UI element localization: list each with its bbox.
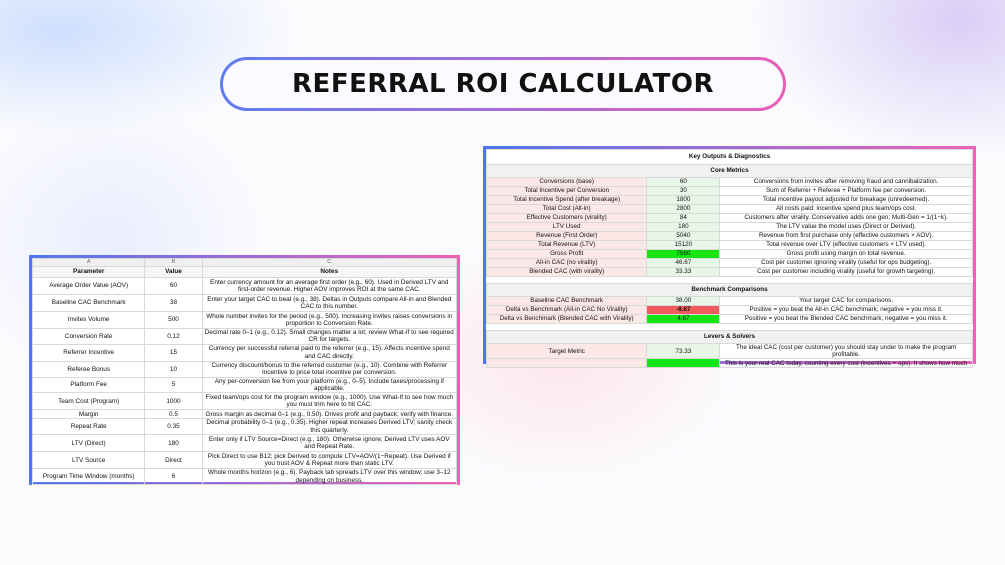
table-row xyxy=(33,377,457,393)
inputs-spreadsheet xyxy=(29,255,460,485)
table-row xyxy=(487,297,973,306)
metric-label-cell[interactable]: Delta vs Benchmark (Blended CAC with Virality) xyxy=(487,315,647,324)
metric-description-cell[interactable]: Positive = you beat the Blended CAC benchmark; negative = you miss it. xyxy=(720,315,973,324)
notes-cell[interactable]: Any per-conversion fee from your platform (e.g., 0–5). Include taxes/processing if applicable. xyxy=(202,377,456,393)
table-row xyxy=(487,259,973,268)
parameter-cell[interactable]: Average Order Value (AOV) xyxy=(33,278,145,295)
table-row xyxy=(487,178,973,187)
metric-label-cell[interactable]: All-in CAC (no virality) xyxy=(487,259,647,268)
spacer-cell xyxy=(487,277,973,284)
outputs-spreadsheet xyxy=(483,146,976,367)
section-benchmark-comparisons[interactable]: Benchmark Comparisons xyxy=(487,284,973,297)
spacer-row xyxy=(487,324,973,331)
table-row xyxy=(33,278,457,295)
table-row xyxy=(33,295,457,312)
parameter-cell[interactable]: Program Time Window (months) xyxy=(33,469,145,485)
metric-value-cell[interactable]: 33.33 xyxy=(647,268,720,277)
table-row xyxy=(487,315,973,324)
page-title: REFERRAL ROI CALCULATOR xyxy=(292,69,714,99)
parameter-cell[interactable]: Baseline CAC Benchmark xyxy=(33,295,145,312)
header-parameter[interactable]: Parameter xyxy=(33,267,145,278)
metric-label-cell[interactable]: Blended CAC (with virality) xyxy=(487,268,647,277)
metric-label-cell[interactable]: Delta vs Benchmark (All-in CAC No Virality) xyxy=(487,306,647,315)
metric-label-cell[interactable]: Total Cost (All-in) xyxy=(487,205,647,214)
metric-description-cell[interactable]: Cost per customer including virality (useful for growth targeting). xyxy=(720,268,973,277)
inputs-spreadsheet-body xyxy=(32,258,457,482)
table-row xyxy=(33,329,457,345)
column-letter[interactable]: A xyxy=(33,259,145,267)
value-cell[interactable]: 15 xyxy=(145,344,202,361)
metric-label-cell[interactable]: Total Incentive per Conversion xyxy=(487,187,647,196)
table-row xyxy=(487,241,973,250)
table-row xyxy=(487,359,973,368)
section-row xyxy=(487,165,973,178)
table-row xyxy=(487,196,973,205)
metric-value-cell[interactable]: 60 xyxy=(647,178,720,187)
title-banner-inner xyxy=(223,60,783,108)
table-row xyxy=(487,306,973,315)
metric-label-cell[interactable]: Total Incentive Spend (after breakage) xyxy=(487,196,647,205)
table-row xyxy=(33,312,457,329)
notes-cell[interactable]: Pick Direct to use B12; pick Derived to compute LTV=AOV/(1−Repeat). Use Derived if you trust AOV & Repeat more than static LTV. xyxy=(202,452,456,469)
notes-cell[interactable]: Whole number invites for the period (e.g., 500). Increasing invites raises conversions in proportion to Conversion Rate. xyxy=(202,312,456,329)
parameter-cell[interactable]: Referee Bonus xyxy=(33,361,145,377)
column-letter[interactable]: C xyxy=(202,259,456,267)
metric-description-cell[interactable]: Conversions from invites after removing fraud and cannibalization. xyxy=(720,178,973,187)
metric-description-cell[interactable]: Sum of Referrer + Referee + Platform fee per conversion. xyxy=(720,187,973,196)
table-row xyxy=(487,232,973,241)
notes-cell[interactable]: Enter only if LTV Source=Direct (e.g., 180). Otherwise ignore; Derived LTV uses AOV and Repeat Rate. xyxy=(202,435,456,452)
title-banner xyxy=(220,57,786,111)
spacer-row xyxy=(487,277,973,284)
metric-label-cell[interactable]: Total Revenue (LTV) xyxy=(487,241,647,250)
table-row xyxy=(33,469,457,485)
metric-value-cell[interactable]: 84 xyxy=(647,214,720,223)
table-row xyxy=(487,250,973,259)
metric-description-cell[interactable]: Your target CAC for comparisons. xyxy=(720,297,973,306)
value-cell[interactable]: 38 xyxy=(145,295,202,312)
metric-value-cell[interactable]: 5040 xyxy=(647,232,720,241)
metric-description-cell[interactable]: Gross profit using margin on total revenue. xyxy=(720,250,973,259)
metric-label-cell[interactable]: Conversions (base) xyxy=(487,178,647,187)
table-row xyxy=(33,361,457,377)
metric-label-cell[interactable]: Effective Customers (virality) xyxy=(487,214,647,223)
metric-description-cell[interactable]: This is your real CAC today, counting every cost (incentives + ops). It shows how much xyxy=(720,359,973,368)
header-notes[interactable]: Notes xyxy=(202,267,456,278)
metric-value-cell[interactable]: 46.67 xyxy=(647,259,720,268)
column-letter[interactable]: B xyxy=(145,259,202,267)
notes-cell[interactable]: Currency per successful referral paid to the referrer (e.g., 15). Affects incentive spend and CAC directly. xyxy=(202,344,456,361)
column-letter-row xyxy=(33,259,457,267)
value-cell[interactable]: 10 xyxy=(145,361,202,377)
inputs-table xyxy=(32,258,457,485)
value-cell[interactable]: 0.5 xyxy=(145,410,202,419)
metric-description-cell[interactable]: Total incentive payout adjusted for breakage (unredeemed). xyxy=(720,196,973,205)
metric-value-cell[interactable]: 73.33 xyxy=(647,344,720,359)
parameter-cell[interactable]: Team Cost (Program) xyxy=(33,393,145,410)
metric-description-cell[interactable]: The ideal CAC (cost per customer) you should stay under to make the program profitable. xyxy=(720,344,973,359)
value-cell[interactable]: 6 xyxy=(145,469,202,485)
notes-cell[interactable]: Gross margin as decimal 0–1 (e.g., 0.50). Drives profit and payback; verify with finance. xyxy=(202,410,456,419)
notes-cell[interactable]: Currency discount/bonus to the referred customer (e.g., 10). Combine with Referrer Incentive to price total incentive per conversion. xyxy=(202,361,456,377)
table-row xyxy=(33,435,457,452)
parameter-cell[interactable]: Conversion Rate xyxy=(33,329,145,345)
parameter-cell[interactable]: LTV (Direct) xyxy=(33,435,145,452)
metric-value-cell[interactable]: 38.00 xyxy=(647,297,720,306)
metric-label-cell[interactable]: Gross Profit xyxy=(487,250,647,259)
header-row xyxy=(33,267,457,278)
notes-cell[interactable]: Fixed team/ops cost for the program window (e.g., 1000). Use What-If to see how much you must trim here to hit CAC. xyxy=(202,393,456,410)
metric-description-cell[interactable]: Customers after virality. Conservative adds one gen; Multi-Gen = 1/(1−k). xyxy=(720,214,973,223)
section-core-metrics[interactable]: Core Metrics xyxy=(487,165,973,178)
metric-label-cell[interactable]: Revenue (First Order) xyxy=(487,232,647,241)
notes-cell[interactable]: Whole months horizon (e.g., 6). Payback tab spreads LTV over this window; use 3–12 depending on business. xyxy=(202,469,456,485)
notes-cell[interactable]: Decimal rate 0–1 (e.g., 0.12). Small changes matter a lot; review What-If to see required CR for targets. xyxy=(202,329,456,345)
metric-description-cell[interactable]: Positive = you beat the All-in CAC benchmark; negative = you miss it. xyxy=(720,306,973,315)
value-cell[interactable]: 60 xyxy=(145,278,202,295)
metric-label-cell[interactable]: Baseline CAC Benchmark xyxy=(487,297,647,306)
metric-value-cell[interactable] xyxy=(647,359,720,368)
metric-label-cell[interactable]: Target Metric xyxy=(487,344,647,359)
notes-cell[interactable]: Enter currency amount for an average first order (e.g., 60). Used in Derived LTV and first-order revenue. Higher AOV improves ROI at the same CAC. xyxy=(202,278,456,295)
table-row xyxy=(487,205,973,214)
notes-cell[interactable]: Decimal probability 0–1 (e.g., 0.35). Higher repeat increases Derived LTV; sanity check this quarterly. xyxy=(202,419,456,435)
section-levers-solvers[interactable]: Levers & Solvers xyxy=(487,331,973,344)
header-value[interactable]: Value xyxy=(145,267,202,278)
table-row xyxy=(487,268,973,277)
metric-value-cell[interactable]: 30 xyxy=(647,187,720,196)
metric-description-cell[interactable]: Revenue from first purchase only (effective customers × AOV). xyxy=(720,232,973,241)
parameter-cell[interactable]: Referrer Incentive xyxy=(33,344,145,361)
value-cell[interactable]: 0.12 xyxy=(145,329,202,345)
parameter-cell[interactable]: Platform Fee xyxy=(33,377,145,393)
table-row xyxy=(33,393,457,410)
value-cell[interactable]: 5 xyxy=(145,377,202,393)
metric-value-cell[interactable]: 2800 xyxy=(647,205,720,214)
parameter-cell[interactable]: Invites Volume xyxy=(33,312,145,329)
spacer-cell xyxy=(487,324,973,331)
table-row xyxy=(33,410,457,419)
metric-value-cell[interactable]: 180 xyxy=(647,223,720,232)
parameter-cell[interactable]: Margin xyxy=(33,410,145,419)
value-cell[interactable]: 500 xyxy=(145,312,202,329)
metric-value-cell[interactable]: 7560 xyxy=(647,250,720,259)
notes-cell[interactable]: Enter your target CAC to beat (e.g., 38). Deltas in Outputs compare All-in and Blended CAC to this number. xyxy=(202,295,456,312)
metric-value-cell[interactable]: 1800 xyxy=(647,196,720,205)
value-cell[interactable]: 1000 xyxy=(145,393,202,410)
value-cell[interactable]: Direct xyxy=(145,452,202,469)
metric-description-cell[interactable]: Total revenue over LTV (effective customers × LTV used). xyxy=(720,241,973,250)
table-row xyxy=(487,214,973,223)
outputs-title-cell[interactable]: Key Outputs & Diagnostics xyxy=(487,150,973,165)
section-row xyxy=(487,331,973,344)
parameter-cell[interactable]: Repeat Rate xyxy=(33,419,145,435)
table-row xyxy=(33,344,457,361)
metric-value-cell[interactable]: -8.67 xyxy=(647,306,720,315)
metric-description-cell[interactable]: Cost per customer ignoring virality (useful for ops budgeting). xyxy=(720,259,973,268)
outputs-table xyxy=(486,149,973,368)
metric-description-cell[interactable]: All costs paid: incentive spend plus team/ops cost. xyxy=(720,205,973,214)
table-row xyxy=(33,419,457,435)
outputs-spreadsheet-body xyxy=(486,149,973,367)
metric-value-cell[interactable]: 15120 xyxy=(647,241,720,250)
section-row xyxy=(487,284,973,297)
metric-description-cell[interactable]: The LTV value the model uses (Direct or Derived). xyxy=(720,223,973,232)
table-row xyxy=(487,187,973,196)
value-cell[interactable]: 0.35 xyxy=(145,419,202,435)
metric-label-cell[interactable] xyxy=(487,359,647,368)
table-row xyxy=(33,452,457,469)
metric-label-cell[interactable]: LTV Used xyxy=(487,223,647,232)
section-row xyxy=(487,150,973,165)
value-cell[interactable]: 180 xyxy=(145,435,202,452)
table-row xyxy=(487,223,973,232)
parameter-cell[interactable]: LTV Source xyxy=(33,452,145,469)
metric-value-cell[interactable]: 4.67 xyxy=(647,315,720,324)
table-row xyxy=(487,344,973,359)
